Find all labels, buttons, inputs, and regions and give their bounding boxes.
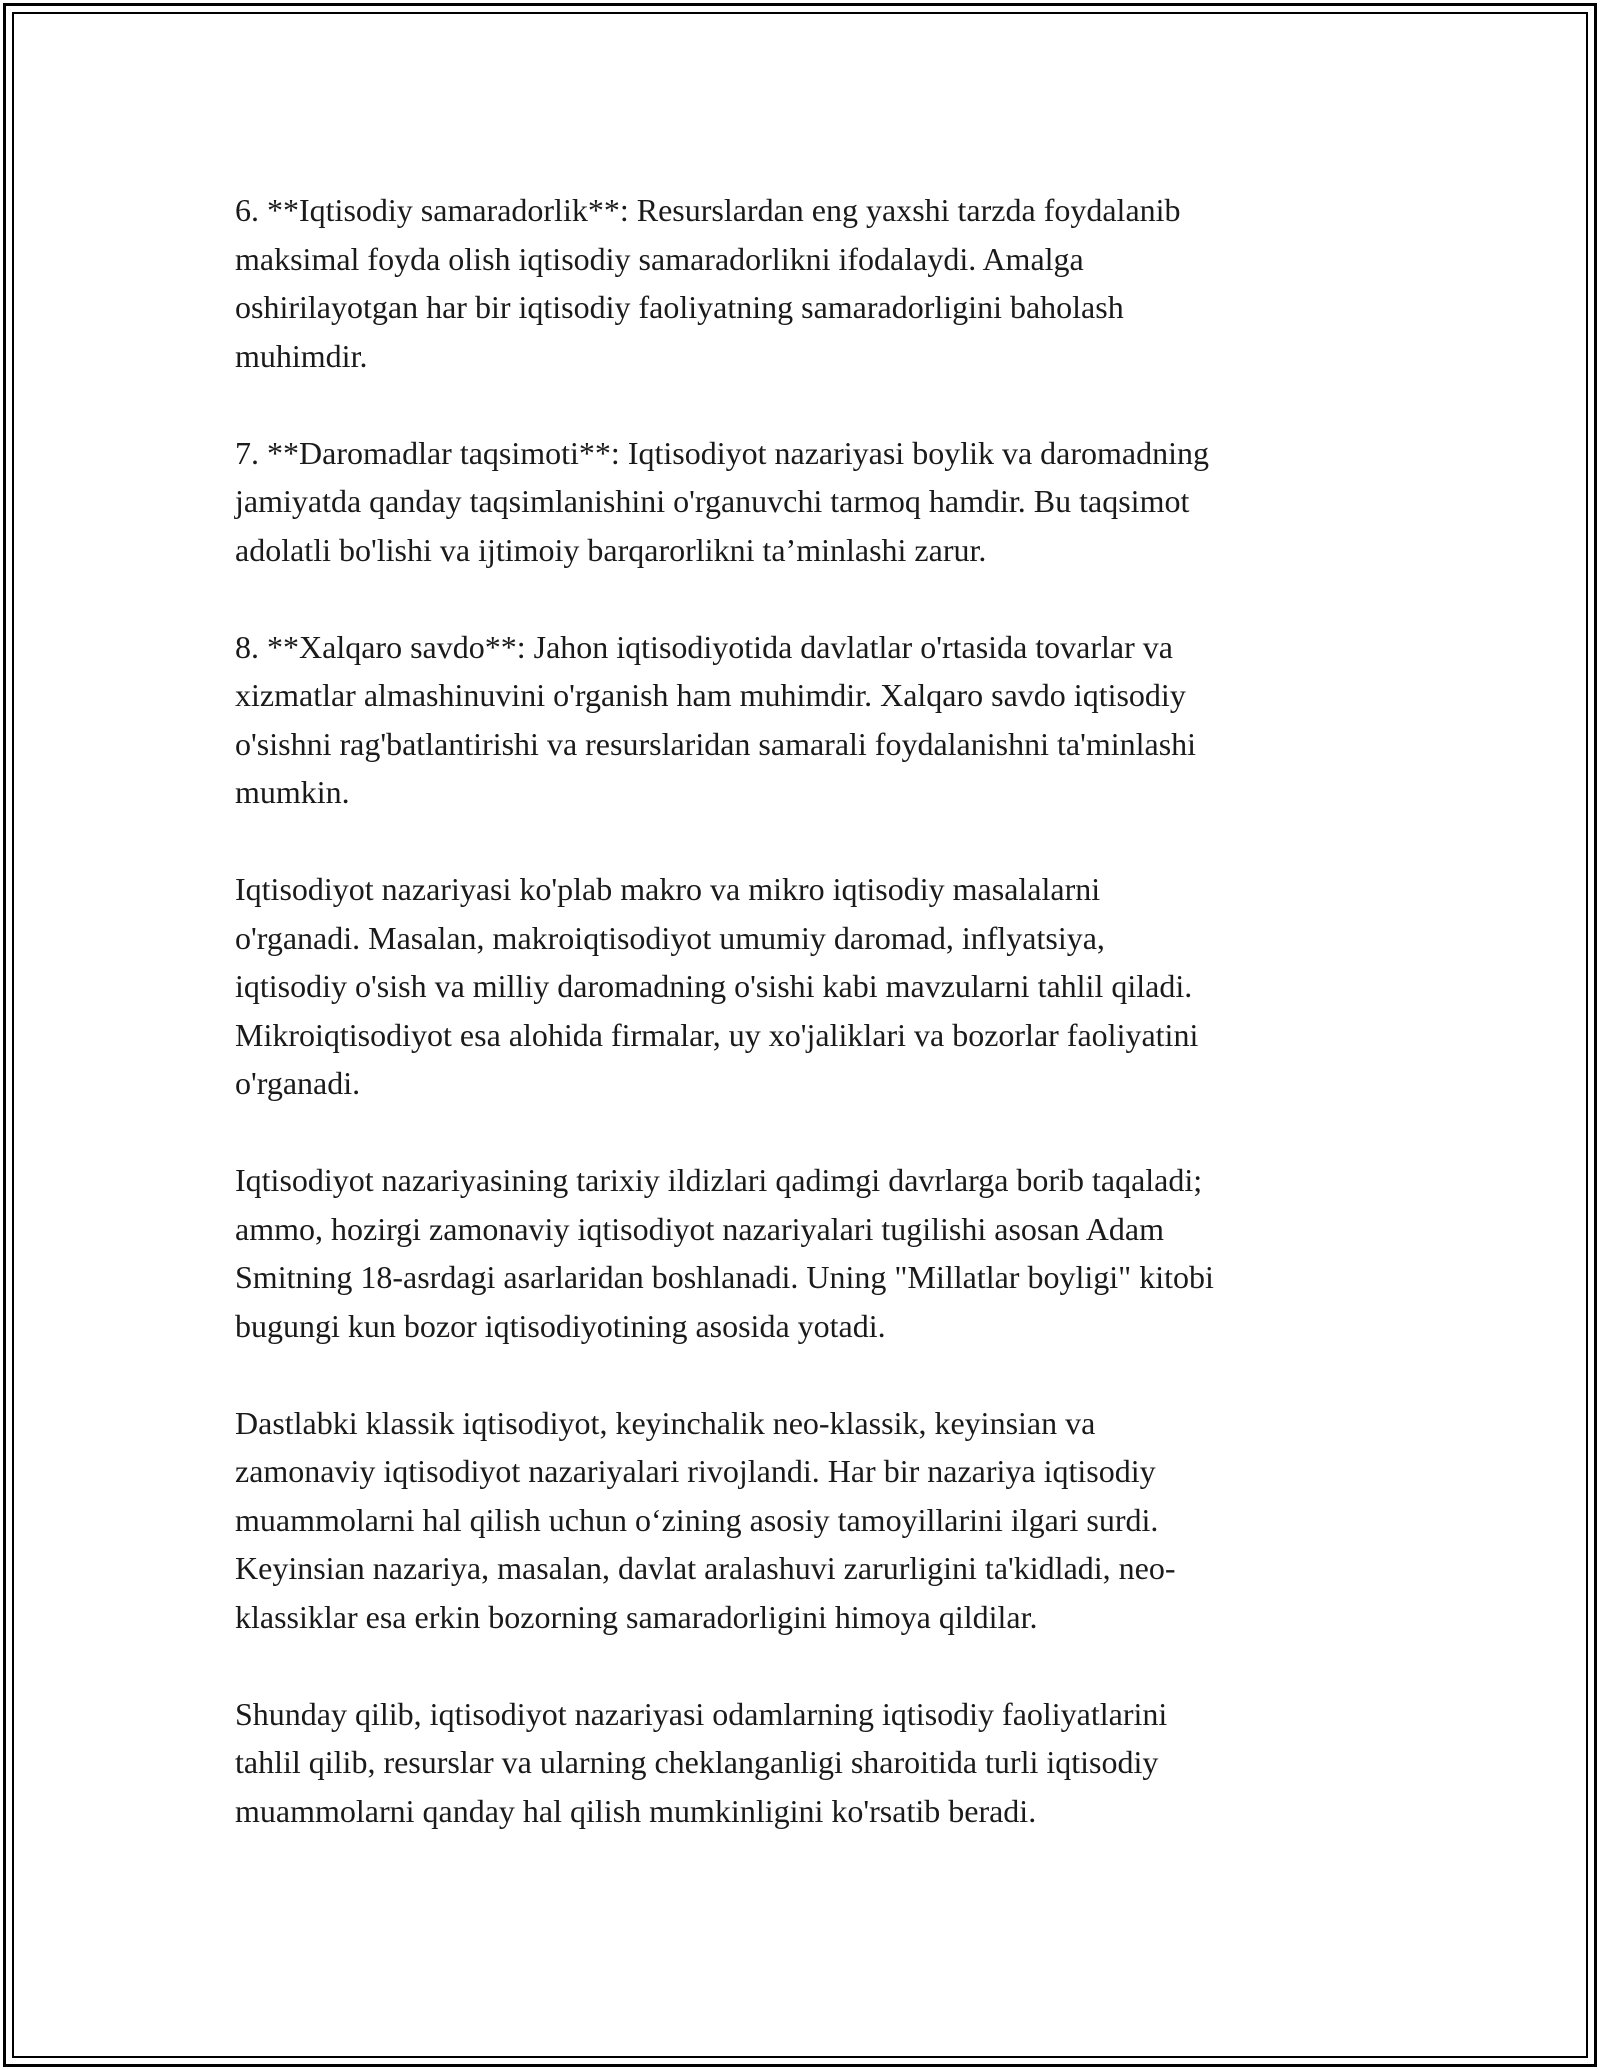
paragraph-schools-of-thought bbox=[235, 1399, 1395, 1642]
text-line: iqtisodiy o'sish va milliy daromadning o'sishi kabi mavzularni tahlil qiladi. bbox=[235, 968, 1193, 1004]
text-line: Dastlabki klassik iqtisodiyot, keyinchalik neo-klassik, keyinsian va bbox=[235, 1404, 1096, 1441]
paragraph-conclusion bbox=[235, 1690, 1395, 1836]
text-line: o'rganadi. bbox=[235, 1065, 361, 1101]
text-line: Iqtisodiyot nazariyasi ko'plab makro va mikro iqtisodiy masalalarni bbox=[235, 871, 1101, 907]
text-line: Smitning 18-asrdagi asarlaridan boshlanadi. Uning "Millatlar boyligi" kitobi bbox=[235, 1259, 1214, 1295]
text-line: o'sishni rag'batlantirishi va resurslaridan samarali foydalanishni ta'minlashi bbox=[235, 725, 1197, 762]
text-line: maksimal foyda olish iqtisodiy samaradorlikni ifodalaydi. Amalga bbox=[235, 240, 1084, 277]
text-line: klassiklar esa erkin bozorning samaradorligini himoya qildilar. bbox=[235, 1598, 1038, 1635]
text-line: 8. **Xalqaro savdo**: Jahon iqtisodiyotida davlatlar o'rtasida tovarlar va bbox=[235, 628, 1173, 665]
document-body bbox=[235, 186, 1395, 1884]
text-line: zamonaviy iqtisodiyot nazariyalari rivojlandi. Har bir nazariya iqtisodiy bbox=[235, 1453, 1156, 1489]
text-line: ammo, hozirgi zamonaviy iqtisodiyot nazariyalari tugilishi asosan Adam bbox=[235, 1210, 1164, 1247]
text-line: xizmatlar almashinuvini o'rganish ham muhimdir. Xalqaro savdo iqtisodiy bbox=[235, 677, 1186, 713]
text-line: 6. **Iqtisodiy samaradorlik**: Resurslardan eng yaxshi tarzda foydalanib bbox=[235, 192, 1181, 228]
text-line: jamiyatda qanday taqsimlanishini o'rganuvchi tarmoq hamdir. Bu taqsimot bbox=[235, 483, 1190, 519]
text-line: Keyinsian nazariya, masalan, davlat aralashuvi zarurligini ta'kidladi, neo- bbox=[235, 1550, 1176, 1586]
text-line: 7. **Daromadlar taqsimoti**: Iqtisodiyot nazariyasi boylik va daromadning bbox=[235, 434, 1210, 471]
text-line: bugungi kun bozor iqtisodiyotining asosida yotadi. bbox=[235, 1307, 886, 1344]
text-line: mumkin. bbox=[235, 774, 350, 810]
text-line: tahlil qilib, resurslar va ularning cheklanganligi sharoitida turli iqtisodiy bbox=[235, 1744, 1159, 1780]
text-line: Shunday qilib, iqtisodiyot nazariyasi odamlarning iqtisodiy faoliyatlarini bbox=[235, 1695, 1168, 1732]
text-line: oshirilayotgan har bir iqtisodiy faoliyatning samaradorligini baholash bbox=[235, 289, 1124, 325]
text-line: adolatli bo'lishi va ijtimoiy barqarorlikni ta’minlashi zarur. bbox=[235, 531, 987, 568]
text-line: muammolarni hal qilish uchun o‘zining asosiy tamoyillarini ilgari surdi. bbox=[235, 1501, 1159, 1538]
text-line: muammolarni qanday hal qilish mumkinligini ko'rsatib beradi. bbox=[235, 1792, 1037, 1829]
text-line: Iqtisodiyot nazariyasining tarixiy ildizlari qadimgi davrlarga borib taqaladi; bbox=[235, 1162, 1203, 1198]
paragraph-international-trade bbox=[235, 623, 1395, 817]
text-line: muhimdir. bbox=[235, 337, 368, 374]
paragraph-economic-efficiency bbox=[235, 186, 1395, 380]
paragraph-income-distribution bbox=[235, 429, 1395, 575]
text-line: o'rganadi. Masalan, makroiqtisodiyot umumiy daromad, inflyatsiya, bbox=[235, 919, 1105, 956]
paragraph-history bbox=[235, 1156, 1395, 1350]
text-line: Mikroiqtisodiyot esa alohida firmalar, uy xo'jaliklari va bozorlar faoliyatini bbox=[235, 1016, 1199, 1053]
paragraph-macro-micro bbox=[235, 865, 1395, 1108]
